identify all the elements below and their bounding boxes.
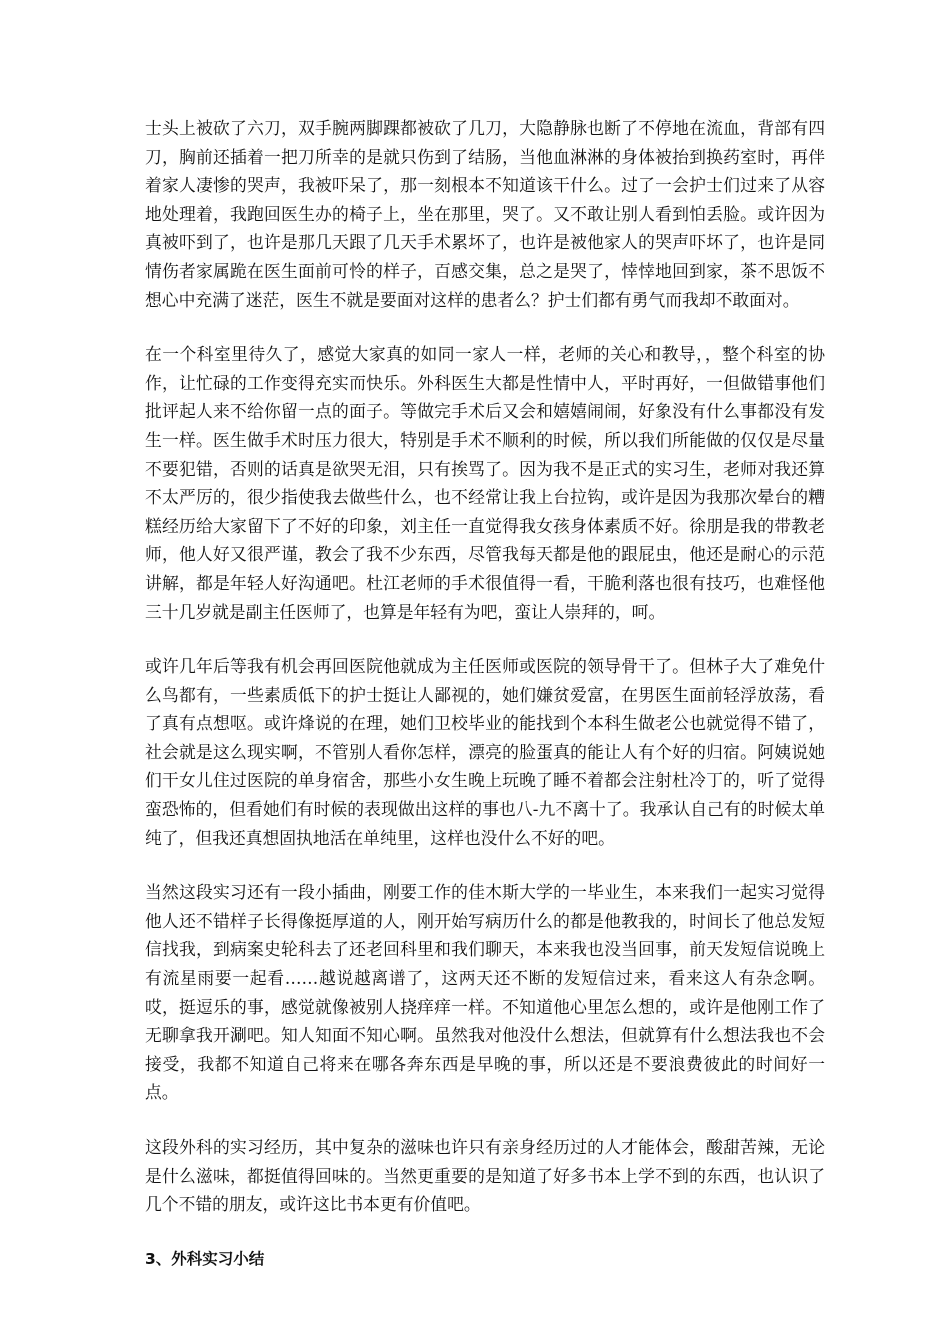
paragraph-department-life: 在一个科室里待久了，感觉大家真的如同一家人一样，老师的关心和教导，，整个科室的协作，让忙碌的工作变得充实而快乐。外科医生大都是性情中人，平时再好，一但做错事他们批评起人来不给你留一点的面子。等做完手术后又会和嬉嬉闹闹，好象没有什么事都没有发生一样。医生做手术时压力很大，特别是手术不顺利的时候，所以我们所能做的仅仅是尽量不要犯错，否则的话真是欲哭无泪，只有挨骂了。因为我不是正式的实习生，老师对我还算不太严厉的，很少指使我去做些什么，也不经常让我上台拉钩，或许是因为我那次晕台的糟糕经历给大家留下了不好的印象，刘主任一直觉得我女孩身体素质不好。徐朋是我的带教老师，他人好又很严谨，教会了我不少东西，尽管我每天都是他的跟屁虫，他还是耐心的示范讲解，都是年轻人好沟通吧。杜江老师的手术很值得一看，干脆利落也很有技巧，也难怪他三十几岁就是副主任医师了，也算是年轻有为吧，蛮让人崇拜的，呵。 <box>145 344 825 622</box>
paragraph-nurses: 或许几年后等我有机会再回医院他就成为主任医师或医院的领导骨干了。但林子大了难免什么鸟都有，一些素质低下的护士挺让人鄙视的，她们嫌贫爱富，在男医生面前轻浮放荡，看了真有点想呕。或许烽说的在理，她们卫校毕业的能找到个本科生做老公也就觉得不错了，社会就是这么现实啊，不管别人看你怎样，漂亮的脸蛋真的能让人有个好的归宿。阿姨说她们干女儿住过医院的单身宿舍，那些小女生晚上玩晚了睡不着都会注射杜冷丁的，听了觉得蛮恐怖的，但看她们有时候的表现做出这样的事也八-九不离十了。我承认自己有的时候太单纯了，但我还真想固执地活在单纯里，这样也没什么不好的吧。 <box>145 656 825 848</box>
document-page <box>145 114 825 1273</box>
paragraph-reflection: 这段外科的实习经历，其中复杂的滋味也许只有亲身经历过的人才能体会，酸甜苦辣，无论是什么滋味，都挺值得回味的。当然更重要的是知道了好多书本上学不到的东西，也认识了几个不错的朋友，或许这比书本更有价值吧。 <box>145 1137 825 1215</box>
paragraph-episode: 当然这段实习还有一段小插曲，刚要工作的佳木斯大学的一毕业生，本来我们一起实习觉得他人还不错样子长得像挺厚道的人，刚开始写病历什么的都是他教我的，时间长了他总发短信找我，到病案史轮科去了还老回科里和我们聊天，本来我也没当回事，前天发短信说晚上有流星雨要一起看……越说越离谱了，这两天还不断的发短信过来，看来这人有杂念啊。哎，挺逗乐的事，感觉就像被别人挠痒痒一样。不知道他心里怎么想的，或许是他刚工作了无聊拿我开涮吧。知人知面不知心啊。虽然我对他没什么想法，但就算有什么想法我也不会接受，我都不知道自己将来在哪各奔东西是早晚的事，所以还是不要浪费彼此的时间好一点。 <box>145 882 825 1103</box>
paragraph-injured-patient: 士头上被砍了六刀，双手腕两脚踝都被砍了几刀，大隐静脉也断了不停地在流血，背部有四刀，胸前还插着一把刀所幸的是就只伤到了结肠，当他血淋淋的身体被抬到换药室时，再伴着家人凄惨的哭声，我被吓呆了，那一刻根本不知道该干什么。过了一会护士们过来了从容地处理着，我跑回医生办的椅子上，坐在那里，哭了。又不敢让别人看到怕丢脸。或许因为真被吓到了，也许是那几天跟了几天手术累坏了，也许是被他家人的哭声吓坏了，也许是同情伤者家属跪在医生面前可怜的样子，百感交集，总之是哭了，悻悻地回到家，茶不思饭不想心中充满了迷茫，医生不就是要面对这样的患者么？护士们都有勇气而我却不敢面对。 <box>145 118 825 310</box>
section-heading: 3、外科实习小结 <box>145 1249 265 1268</box>
